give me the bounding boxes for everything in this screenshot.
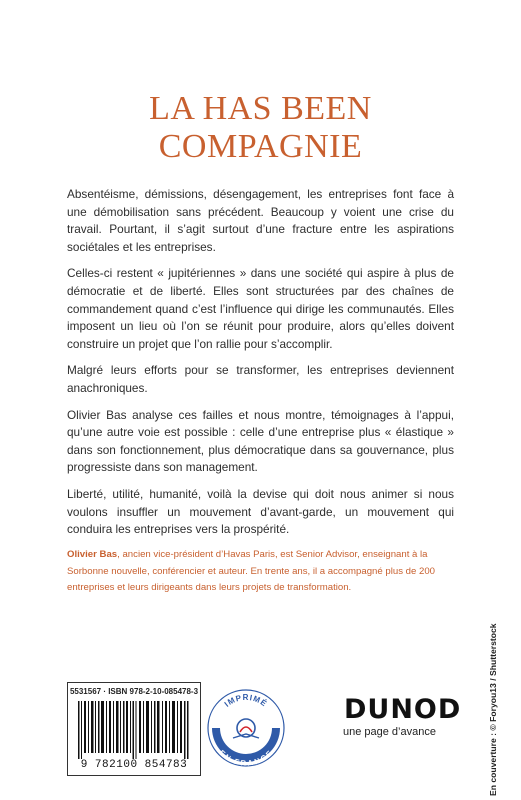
barcode-bars-icon	[78, 701, 190, 759]
back-cover-text	[67, 186, 454, 548]
paragraph-3: Malgré leurs efforts pour se transformer, les entreprises deviennent anachroniques.	[67, 363, 454, 395]
author-bio-text: , ancien vice-président d’Havas Paris, est Senior Advisor, enseignant à la Sorbonne nouvelle, conférencier et auteur. En trente ans, il a accompagné plus de 200 entreprises et leurs dirigeants dans leurs projets de transformation.	[67, 549, 436, 593]
publisher-name: DUNOD	[344, 694, 462, 725]
paragraph-5: Liberté, utilité, humanité, voilà la devise qui doit nous animer si nous voulons insuffler un mouvement d’avant-garde, un mouvement qui conduira les entreprises vers la prospérité.	[67, 486, 454, 537]
author-bio	[67, 547, 459, 597]
isbn-label: 5531567 · ISBN 978-2-10-085478-3	[69, 687, 199, 696]
paragraph-4: Olivier Bas analyse ces failles et nous montre, témoignages à l’appui, qu’une autre voie est possible : celle d’une entreprise plus « élastique » dans son fonctionnement, plus démocratique dans sa gouvernance, plus progressiste dans son management.	[67, 407, 454, 475]
barcode-number: 9 782100 854783	[80, 759, 188, 771]
publisher-tagline: une page d’avance	[343, 726, 436, 738]
paragraph-1: Absentéisme, démissions, désengagement, les entreprises font face à une démobilisation sans précédent. Beaucoup y voient une crise du travail. Pourtant, il s’agit surtout d’une fracture entre les aspirations sociétales et les entreprises.	[67, 187, 454, 254]
book-title-line-1: LA HAS BEEN	[149, 90, 372, 127]
imprime-en-france-seal-icon	[206, 688, 286, 768]
seal-bottom-text: EN FRANCE	[217, 748, 275, 768]
paragraph-2: Celles-ci restent « jupitériennes » dans une société qui aspire à plus de démocratie et de liberté. Elles sont structurées par des chaînes de commandement quand c’est l’influence qui dirige les communautés. Elles imposent un lieu où l’on se réunit pour produire, alors qu’elles doivent construire un projet que l’on rallie pour s’accomplir.	[67, 266, 454, 351]
seal-top-text: IMPRIMÉ	[222, 693, 270, 709]
barcode	[67, 682, 201, 776]
author-name: Olivier Bas	[67, 549, 118, 560]
book-title-line-2: COMPAGNIE	[158, 128, 363, 165]
cover-credit: En couverture : © Foryou13 / Shutterstock	[488, 623, 498, 796]
publisher-logo	[330, 695, 461, 739]
